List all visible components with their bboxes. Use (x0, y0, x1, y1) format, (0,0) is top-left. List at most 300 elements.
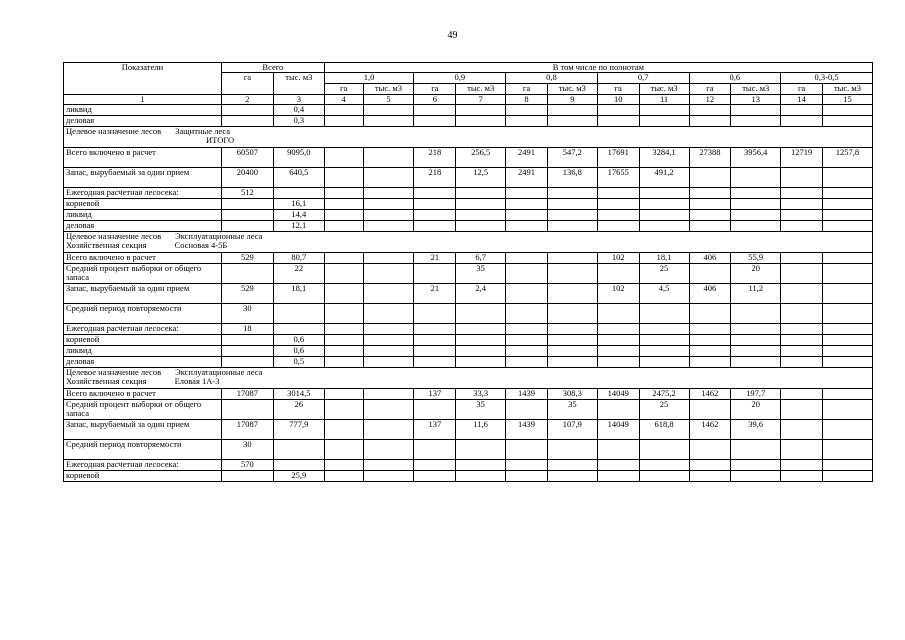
data-cell (822, 221, 872, 232)
data-cell (731, 105, 781, 116)
table-row (64, 188, 873, 199)
data-cell (456, 304, 506, 324)
table-header (64, 63, 873, 105)
data-cell (781, 168, 823, 188)
column-number: 6 (414, 95, 456, 105)
data-cell (639, 199, 689, 210)
data-cell: 2491 (506, 148, 548, 168)
table-row (64, 400, 873, 420)
data-cell (506, 335, 548, 346)
data-cell (597, 400, 639, 420)
column-number: 9 (547, 95, 597, 105)
data-cell (639, 221, 689, 232)
data-cell (506, 324, 548, 335)
data-cell (731, 335, 781, 346)
data-cell: 777,9 (273, 420, 324, 440)
header-ha: га (324, 84, 363, 95)
row-label: корневой (64, 471, 222, 482)
data-cell (547, 471, 597, 482)
table-row (64, 324, 873, 335)
table-body (64, 105, 873, 482)
data-cell (273, 324, 324, 335)
data-cell (547, 199, 597, 210)
data-cell (547, 357, 597, 368)
data-cell (324, 210, 363, 221)
header-volume: тыс. м3 (822, 84, 872, 95)
section-second-line (66, 136, 870, 145)
row-label: ликвид (64, 210, 222, 221)
data-cell (324, 116, 363, 127)
data-cell (822, 264, 872, 284)
data-cell (363, 199, 414, 210)
data-cell (456, 335, 506, 346)
data-cell (689, 116, 731, 127)
header-including-by-density: В том числе по полнотам (324, 63, 872, 73)
data-cell (547, 440, 597, 460)
data-cell: 218 (414, 168, 456, 188)
data-cell (822, 400, 872, 420)
data-cell (689, 221, 731, 232)
data-cell: 137 (414, 420, 456, 440)
data-cell (456, 460, 506, 471)
column-number: 5 (363, 95, 414, 105)
section-secondary-value: Еловая 1А-3 (174, 376, 220, 386)
table-row (64, 253, 873, 264)
data-cell (689, 335, 731, 346)
data-cell (324, 324, 363, 335)
data-cell (363, 471, 414, 482)
data-cell: 18 (221, 324, 273, 335)
data-cell (456, 221, 506, 232)
data-cell (324, 440, 363, 460)
data-cell (822, 304, 872, 324)
data-cell (781, 346, 823, 357)
data-cell (414, 188, 456, 199)
data-cell (639, 471, 689, 482)
section-purpose-value: Защитные леса (175, 126, 230, 136)
table-row (64, 389, 873, 400)
data-cell (547, 116, 597, 127)
data-cell (597, 440, 639, 460)
data-cell (731, 346, 781, 357)
data-cell (324, 221, 363, 232)
data-cell (731, 188, 781, 199)
data-cell (547, 188, 597, 199)
data-cell (822, 460, 872, 471)
data-cell (456, 188, 506, 199)
table-row (64, 148, 873, 168)
data-cell: 491,2 (639, 168, 689, 188)
data-cell (822, 105, 872, 116)
data-cell (324, 460, 363, 471)
data-cell (324, 357, 363, 368)
section-purpose-value: Эксплуатационные леса (175, 231, 263, 241)
header-volume: тыс. м3 (731, 84, 781, 95)
data-cell (781, 116, 823, 127)
data-cell: 107,9 (547, 420, 597, 440)
data-cell: 9095,0 (273, 148, 324, 168)
row-label: Всего включено в расчет (64, 389, 222, 400)
data-cell: 4,5 (639, 284, 689, 304)
data-cell (414, 199, 456, 210)
data-cell (597, 264, 639, 284)
data-cell: 2491 (506, 168, 548, 188)
data-cell (781, 264, 823, 284)
section-second-line (66, 241, 870, 250)
data-cell (506, 400, 548, 420)
data-cell (324, 389, 363, 400)
column-number: 15 (822, 95, 872, 105)
data-cell (456, 324, 506, 335)
data-cell (456, 210, 506, 221)
section-purpose-value: Эксплуатационные леса (175, 367, 263, 377)
column-number: 2 (221, 95, 273, 105)
column-number: 10 (597, 95, 639, 105)
section-subtitle: ИТОГО (206, 135, 235, 145)
data-cell (597, 357, 639, 368)
data-cell (822, 199, 872, 210)
data-cell (689, 199, 731, 210)
data-cell (506, 253, 548, 264)
data-cell (547, 324, 597, 335)
table-row (64, 199, 873, 210)
data-cell (221, 357, 273, 368)
data-cell: 17087 (221, 420, 273, 440)
data-cell (639, 460, 689, 471)
data-cell (597, 471, 639, 482)
data-cell: 1462 (689, 420, 731, 440)
header-ha: га (781, 84, 823, 95)
data-cell (781, 335, 823, 346)
data-cell (547, 304, 597, 324)
data-cell (221, 335, 273, 346)
data-cell: 218 (414, 148, 456, 168)
data-cell: 21 (414, 284, 456, 304)
data-cell (506, 440, 548, 460)
row-label: Ежегодная расчетная лесосека: (64, 188, 222, 199)
data-cell (547, 221, 597, 232)
data-cell (363, 346, 414, 357)
data-cell (547, 284, 597, 304)
data-cell (781, 253, 823, 264)
data-cell (324, 168, 363, 188)
data-cell: 16,1 (273, 199, 324, 210)
table-row (64, 221, 873, 232)
data-cell (414, 400, 456, 420)
header-volume: тыс. м3 (639, 84, 689, 95)
data-cell (639, 304, 689, 324)
data-cell (506, 346, 548, 357)
data-cell (456, 199, 506, 210)
data-cell (822, 471, 872, 482)
data-cell: 570 (221, 460, 273, 471)
data-cell (506, 304, 548, 324)
data-cell (639, 105, 689, 116)
row-label: ликвид (64, 346, 222, 357)
data-cell: 30 (221, 440, 273, 460)
data-cell (273, 440, 324, 460)
data-cell: 17655 (597, 168, 639, 188)
data-cell: 529 (221, 284, 273, 304)
data-cell: 33,3 (456, 389, 506, 400)
column-number: 1 (64, 95, 222, 105)
section-purpose-label: Целевое назначение лесов (66, 126, 162, 136)
data-cell: 35 (456, 264, 506, 284)
data-cell: 618,8 (639, 420, 689, 440)
column-number: 12 (689, 95, 731, 105)
section-secondary-label: Хозяйственная секция (66, 376, 147, 386)
data-cell (547, 253, 597, 264)
column-number: 3 (273, 95, 324, 105)
data-cell (781, 105, 823, 116)
table-row (64, 420, 873, 440)
data-cell (639, 335, 689, 346)
header-indicators: Показатели (64, 63, 222, 95)
data-cell (456, 440, 506, 460)
row-label: Запас, вырубаемый за один прием (64, 420, 222, 440)
data-cell: 640,5 (273, 168, 324, 188)
data-cell (731, 116, 781, 127)
data-cell: 0,4 (273, 105, 324, 116)
header-ha: га (506, 84, 548, 95)
data-cell (781, 188, 823, 199)
data-cell: 20400 (221, 168, 273, 188)
data-cell (506, 105, 548, 116)
data-cell (689, 357, 731, 368)
data-cell (597, 346, 639, 357)
data-cell (597, 116, 639, 127)
data-cell (456, 116, 506, 127)
data-cell (456, 471, 506, 482)
data-cell (597, 460, 639, 471)
row-label: деловая (64, 116, 222, 127)
data-cell: 11,6 (456, 420, 506, 440)
column-number: 7 (456, 95, 506, 105)
data-cell (363, 188, 414, 199)
data-cell (822, 284, 872, 304)
data-cell (639, 116, 689, 127)
data-cell (363, 400, 414, 420)
data-cell (639, 346, 689, 357)
data-cell: 406 (689, 253, 731, 264)
header-ha: га (689, 84, 731, 95)
data-cell (506, 460, 548, 471)
data-cell (639, 357, 689, 368)
data-cell (639, 210, 689, 221)
data-cell: 25 (639, 400, 689, 420)
row-label: ликвид (64, 105, 222, 116)
data-cell (324, 400, 363, 420)
section-purpose-label: Целевое назначение лесов (66, 231, 162, 241)
data-cell: 102 (597, 253, 639, 264)
data-cell: 60507 (221, 148, 273, 168)
data-cell: 512 (221, 188, 273, 199)
data-cell (822, 335, 872, 346)
data-cell: 20 (731, 400, 781, 420)
data-cell: 0,5 (273, 357, 324, 368)
data-cell (689, 168, 731, 188)
data-cell (363, 284, 414, 304)
column-number: 8 (506, 95, 548, 105)
data-cell: 3284,1 (639, 148, 689, 168)
header-ha: га (597, 84, 639, 95)
data-cell: 25 (639, 264, 689, 284)
data-cell (506, 116, 548, 127)
data-cell: 137 (414, 389, 456, 400)
data-cell: 12,5 (456, 168, 506, 188)
data-cell (822, 188, 872, 199)
row-label: Ежегодная расчетная лесосека: (64, 324, 222, 335)
data-cell (689, 210, 731, 221)
data-cell: 39,6 (731, 420, 781, 440)
section-purpose-line (66, 127, 870, 136)
data-cell (363, 324, 414, 335)
data-cell (363, 460, 414, 471)
row-label: корневой (64, 199, 222, 210)
data-cell: 22 (273, 264, 324, 284)
data-cell (506, 264, 548, 284)
data-cell (324, 105, 363, 116)
data-cell (597, 221, 639, 232)
data-cell (597, 199, 639, 210)
header-volume: тыс. м3 (547, 84, 597, 95)
row-label: Средний период повторяемости (64, 304, 222, 324)
header-total-ha: га (221, 73, 273, 95)
data-cell (822, 440, 872, 460)
data-cell (689, 304, 731, 324)
section-header-cell (64, 232, 873, 253)
data-cell: 308,3 (547, 389, 597, 400)
data-cell (414, 116, 456, 127)
data-cell: 0,3 (273, 116, 324, 127)
data-cell (731, 168, 781, 188)
header-density: 1,0 (324, 73, 414, 84)
data-cell (731, 304, 781, 324)
section-purpose-label: Целевое назначение лесов (66, 367, 162, 377)
data-cell (781, 304, 823, 324)
data-cell: 17691 (597, 148, 639, 168)
data-cell (363, 210, 414, 221)
data-cell: 1439 (506, 420, 548, 440)
data-cell (639, 188, 689, 199)
data-cell: 529 (221, 253, 273, 264)
data-cell: 1257,8 (822, 148, 872, 168)
data-cell (822, 253, 872, 264)
data-cell: 17087 (221, 389, 273, 400)
table-row (64, 168, 873, 188)
data-cell: 14,4 (273, 210, 324, 221)
table-row (64, 471, 873, 482)
data-cell (639, 440, 689, 460)
row-label: Запас, вырубаемый за один прием (64, 168, 222, 188)
data-cell: 3014,5 (273, 389, 324, 400)
section-secondary-label: Хозяйственная секция (66, 240, 147, 250)
data-cell (689, 264, 731, 284)
data-cell: 30 (221, 304, 273, 324)
data-cell: 11,2 (731, 284, 781, 304)
table-row (64, 440, 873, 460)
data-cell (689, 346, 731, 357)
row-label: деловая (64, 357, 222, 368)
data-cell (363, 105, 414, 116)
data-cell (781, 420, 823, 440)
row-label: Запас, вырубаемый за один прием (64, 284, 222, 304)
data-cell: 80,7 (273, 253, 324, 264)
data-cell (781, 440, 823, 460)
data-cell (731, 324, 781, 335)
data-cell (414, 221, 456, 232)
data-cell (781, 471, 823, 482)
data-cell (221, 105, 273, 116)
column-number: 13 (731, 95, 781, 105)
data-cell (324, 420, 363, 440)
data-cell: 256,5 (456, 148, 506, 168)
data-cell: 0,6 (273, 335, 324, 346)
row-label: деловая (64, 221, 222, 232)
data-cell: 35 (456, 400, 506, 420)
data-cell (506, 188, 548, 199)
data-cell: 27388 (689, 148, 731, 168)
data-cell (273, 460, 324, 471)
data-cell (597, 335, 639, 346)
data-cell (324, 264, 363, 284)
data-cell (273, 304, 324, 324)
section-secondary-value: Сосновая 4-5Б (174, 240, 228, 250)
allowable-cut-table (63, 62, 873, 482)
data-cell: 2475,2 (639, 389, 689, 400)
data-cell (414, 335, 456, 346)
row-label: Средний период повторяемости (64, 440, 222, 460)
data-cell (414, 105, 456, 116)
data-cell: 12719 (781, 148, 823, 168)
header-ha: га (414, 84, 456, 95)
data-cell (597, 105, 639, 116)
data-cell: 21 (414, 253, 456, 264)
data-cell (639, 324, 689, 335)
data-cell (324, 253, 363, 264)
data-cell (781, 221, 823, 232)
data-cell (731, 221, 781, 232)
page-number: 49 (447, 30, 458, 41)
data-cell (822, 420, 872, 440)
data-cell (273, 188, 324, 199)
data-cell (363, 168, 414, 188)
section-header-row (64, 232, 873, 253)
data-cell (414, 304, 456, 324)
data-cell: 406 (689, 284, 731, 304)
data-cell (363, 221, 414, 232)
data-cell (221, 199, 273, 210)
data-cell (324, 304, 363, 324)
data-cell: 20 (731, 264, 781, 284)
header-density: 0,7 (597, 73, 689, 84)
data-cell: 6,7 (456, 253, 506, 264)
section-second-line (66, 377, 870, 386)
header-density: 0,8 (506, 73, 598, 84)
data-cell: 1439 (506, 389, 548, 400)
data-cell (324, 335, 363, 346)
data-cell: 35 (547, 400, 597, 420)
data-cell (414, 460, 456, 471)
data-cell (506, 471, 548, 482)
data-cell (363, 357, 414, 368)
data-cell (689, 105, 731, 116)
table-row (64, 335, 873, 346)
column-number: 11 (639, 95, 689, 105)
data-cell (689, 440, 731, 460)
row-label: Средний процент выборки от общего запаса (64, 400, 222, 420)
table-row (64, 284, 873, 304)
